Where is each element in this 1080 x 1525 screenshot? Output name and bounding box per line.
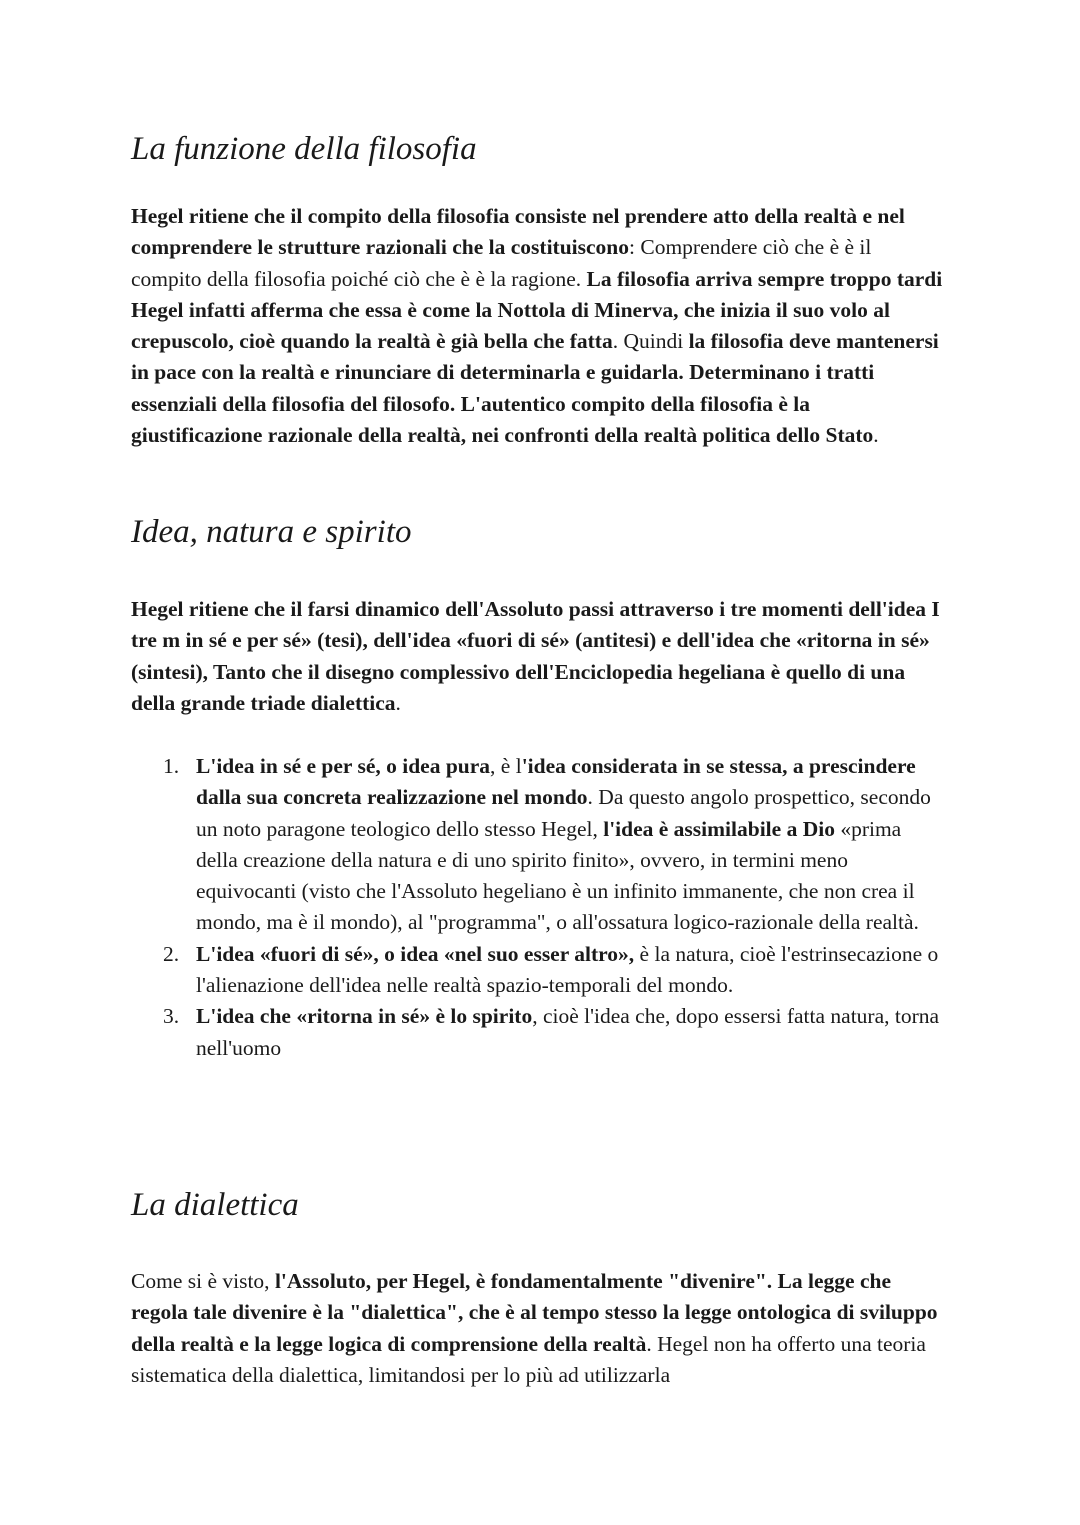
list-item-number: 2. bbox=[163, 941, 180, 966]
text-run: , cioè l'idea che, dopo essersi fatta natura, torna nell'uomo bbox=[196, 1004, 940, 1060]
text-run: Come si è visto, bbox=[131, 1269, 275, 1293]
bold-text-run: Hegel ritiene che il farsi dinamico dell'Assoluto passi attraverso i tre momenti dell'idea I tre m in sé e per sé» (tesi), dell'idea «fuori di sé» (antitesi) e dell'idea che «ritorna in sé» (sintesi), Tanto che il disegno complessivo dell'Enciclopedia hegeliana è quello di una della grande triade dialettica bbox=[131, 597, 940, 715]
text-run: . Hegel non ha offerto una teoria sistematica della dialettica, limitandosi per lo più ad utilizzarla bbox=[131, 1331, 926, 1387]
heading-funzione-filosofia: La funzione della filosofia bbox=[131, 131, 477, 167]
paragraph-dialettica bbox=[131, 1266, 946, 1391]
heading-idea-natura-spirito: Idea, natura e spirito bbox=[131, 514, 412, 550]
list-item bbox=[131, 939, 946, 1002]
list-item-text bbox=[196, 754, 931, 934]
list-item-number: 3. bbox=[163, 1004, 180, 1029]
bold-text-run: La filosofia arriva sempre troppo tardi Hegel infatti afferma che essa è come la Nottola di Minerva, che inizia il suo volo al crepuscolo, cioè quando la realtà è già bella che fatta bbox=[131, 266, 943, 354]
heading-dialettica: La dialettica bbox=[131, 1187, 299, 1223]
list-item bbox=[131, 1001, 946, 1064]
bold-text-run: L'idea che «ritorna in sé» è lo spirito bbox=[196, 1004, 533, 1029]
bold-text-run: la filosofia deve mantenersi in pace con la realtà e rinunciare di determinarla e guidarla. Determinano i tratti essenziali della filosofia del filosofo. L'autentico compito della filosofia è la giustificazione razionale della realtà, nei confronti della realtà politica dello Stato bbox=[131, 329, 939, 448]
list-item-text bbox=[196, 942, 938, 997]
list-item-text bbox=[196, 1004, 939, 1059]
bold-text-run: L'idea «fuori di sé», o idea «nel suo esser altro», bbox=[196, 941, 635, 966]
text-run: . Quindi bbox=[612, 329, 689, 354]
text-run: , è l bbox=[490, 754, 522, 778]
numbered-list-momenti bbox=[131, 751, 946, 1064]
text-run: . bbox=[873, 423, 879, 448]
paragraph-funzione-filosofia bbox=[131, 201, 946, 451]
list-item-number: 1. bbox=[163, 754, 180, 778]
text-run: . bbox=[395, 690, 401, 715]
bold-text-run: l'idea è assimilabile a Dio bbox=[603, 816, 835, 841]
bold-text-run: L'idea in sé e per sé, o idea pura bbox=[196, 754, 491, 778]
text-run: . Da questo angolo prospettico, secondo un noto paragone teologico dello stesso Hegel, bbox=[196, 785, 931, 841]
bold-text-run: l'Assoluto, per Hegel, è fondamentalmente "divenire". La legge che regola tale divenire è la "dialettica", che è al tempo stesso la legge ontologica di sviluppo della realtà e la legge logica di comprensione della realtà bbox=[131, 1269, 938, 1356]
bold-text-run: 'idea considerata in se stessa, a prescindere dalla sua concreta realizzazione nel mondo bbox=[196, 754, 916, 810]
paragraph-idea-natura-spirito bbox=[131, 594, 946, 719]
text-run: : Comprendere ciò che è è il compito della filosofia poiché ciò che è è la ragione. bbox=[131, 235, 872, 291]
bold-text-run: Hegel ritiene che il compito della filosofia consiste nel prendere atto della realtà e nel comprendere le strutture razionali che la costituiscono bbox=[131, 204, 905, 260]
list-item bbox=[131, 751, 946, 939]
text-run: «prima della creazione della natura e di uno spirito finito», ovvero, in termini meno equivocanti (visto che l'Assoluto hegeliano è un infinito immanente, che non crea il mondo, ma è il mondo), al "programma", o all'ossatura logico-razionale della realtà. bbox=[196, 816, 919, 935]
text-run: è la natura, cioè l'estrinsecazione o l'alienazione dell'idea nelle realtà spazio-temporali del mondo. bbox=[196, 941, 939, 998]
